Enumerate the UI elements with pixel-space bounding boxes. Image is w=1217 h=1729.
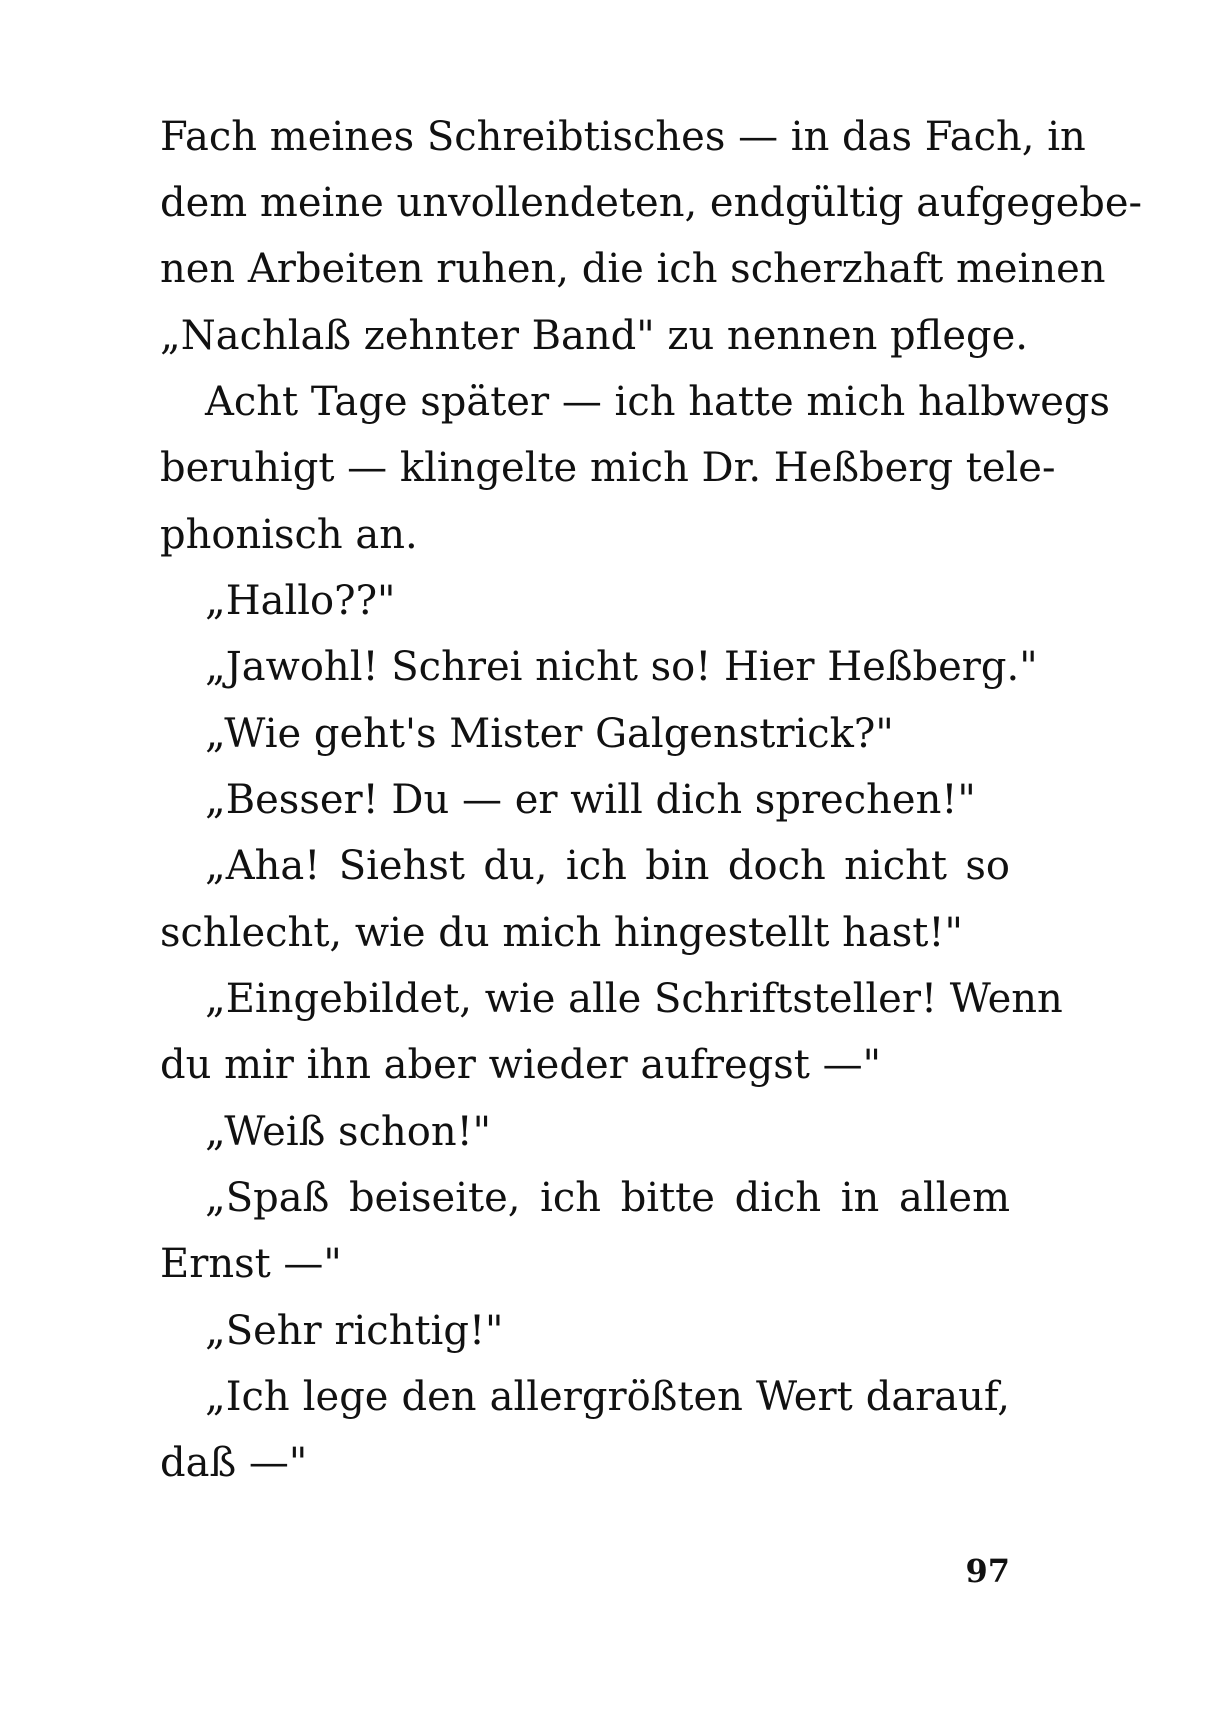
text-line: „Sehr richtig!" — [205, 1308, 504, 1354]
text-line: „Wie geht's Mister Galgenstrick?" — [205, 711, 894, 757]
text-line: Fach meines Schreibtisches — in das Fach, in — [160, 114, 1086, 160]
text-line: „Nachlaß zehnter Band" zu nennen pflege. — [160, 313, 1028, 359]
text-line: „Eingebildet, wie alle Schriftsteller! Wenn — [205, 976, 1063, 1022]
text-line: „Besser! Du — er will dich sprechen!" — [205, 777, 976, 823]
text-line: „Hallo??" — [205, 578, 396, 624]
text-line: Ernst —" — [160, 1241, 342, 1287]
text-line: daß —" — [160, 1440, 308, 1486]
text-line: dem meine unvollendeten, endgültig aufgegebe- — [160, 180, 1143, 226]
text-line: beruhigt — klingelte mich Dr. Heßberg tele- — [160, 445, 1056, 491]
text-line: Acht Tage später — ich hatte mich halbwegs — [205, 379, 1110, 425]
text-line: „Spaß beiseite, ich bitte dich in allem — [205, 1175, 1010, 1221]
text-line: du mir ihn aber wieder aufregst —" — [160, 1042, 881, 1088]
text-line: „Ich lege den allergrößten Wert darauf, — [205, 1374, 1010, 1420]
page-number: 97 — [965, 1552, 1010, 1590]
text-line: „Aha! Siehst du, ich bin doch nicht so — [205, 843, 1010, 889]
text-line: schlecht, wie du mich hingestellt hast!" — [160, 910, 963, 956]
text-line: phonisch an. — [160, 512, 418, 558]
text-line: „Jawohl! Schrei nicht so! Hier Heßberg." — [205, 644, 1038, 690]
text-line: nen Arbeiten ruhen, die ich scherzhaft meinen — [160, 246, 1106, 292]
text-line: „Weiß schon!" — [205, 1109, 492, 1155]
